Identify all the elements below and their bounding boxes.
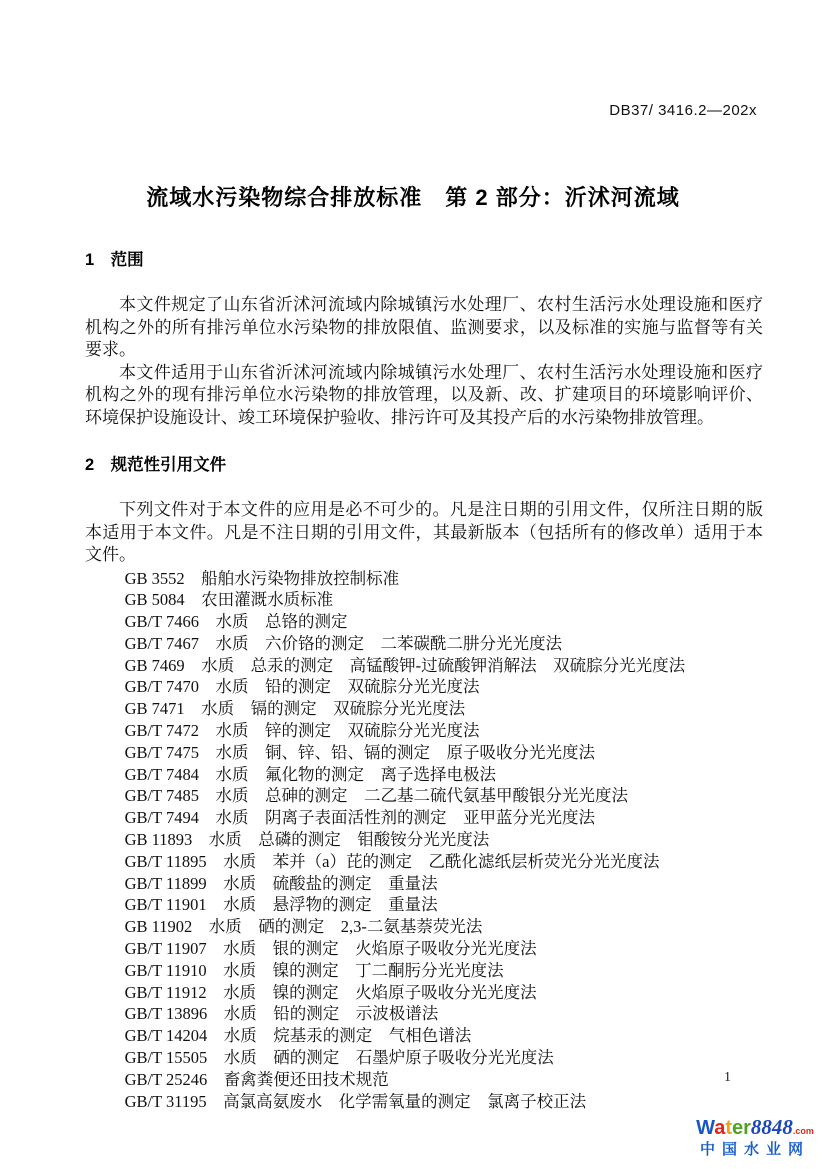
reference-item: GB 11893 水质 总磷的测定 钼酸铵分光光度法: [124, 830, 490, 850]
section-heading-references: 2 规范性引用文件: [85, 456, 227, 474]
reference-item: GB 7471 水质 镉的测定 双硫腙分光光度法: [124, 699, 466, 719]
reference-item: GB/T 11895 水质 苯并（a）芘的测定 乙酰化滤纸层析荧光分光光度法: [124, 851, 660, 871]
water8848-watermark-logo: [690, 1117, 820, 1157]
reference-item: GB/T 7467 水质 六价铬的测定 二苯碳酰二肼分光光度法: [124, 633, 563, 653]
reference-item: GB/T 14204 水质 烷基汞的测定 气相色谱法: [124, 1026, 472, 1046]
logo-letter: r: [743, 1117, 751, 1139]
reference-item: GB/T 7470 水质 铅的测定 双硫腙分光光度法: [124, 677, 480, 697]
logo-letter: W: [696, 1117, 715, 1139]
logo-letter: a: [714, 1117, 726, 1139]
reference-item: GB 5084 农田灌溉水质标准: [124, 590, 334, 610]
reference-item: GB/T 7485 水质 总砷的测定 二乙基二硫代氨基甲酸银分光光度法: [124, 786, 629, 806]
scope-paragraph: 本文件规定了山东省沂沭河流域内除城镇污水处理厂、农村生活污水处理设施和医疗机构之外的所有排污单位水污染物的排放限值、监测要求，以及标准的实施与监督等有关要求。: [85, 295, 763, 359]
document-title: 流域水污染物综合排放标准 第 2 部分：沂沭河流域: [146, 185, 680, 210]
logo-letter: t: [725, 1117, 732, 1139]
reference-item: GB/T 7484 水质 氟化物的测定 离子选择电极法: [124, 764, 497, 784]
reference-item: GB/T 11901 水质 悬浮物的测定 重量法: [124, 895, 438, 915]
reference-item: GB/T 7472 水质 锌的测定 双硫腙分光光度法: [124, 721, 480, 741]
reference-item: GB 11902 水质 硒的测定 2,3-二氨基萘荧光法: [124, 917, 483, 937]
reference-item: GB/T 25246 畜禽粪便还田技术规范: [124, 1069, 389, 1089]
logo-site-name: 中国水业网: [699, 1141, 810, 1158]
scope-paragraph: 本文件适用于山东省沂沭河流域内除城镇污水处理厂、农村生活污水处理设施和医疗机构之外的现有排污单位水污染物的排放管理，以及新、改、扩建项目的环境影响评价、环境保护设施设计、竣工环境保护验收、排污许可及其投产后的水污染物排放管理。: [85, 362, 763, 427]
references-intro: 下列文件对于本文件的应用是必不可少的。凡是注日期的引用文件，仅所注日期的版本适用于本文件。凡是不注日期的引用文件，其最新版本（包括所有的修改单）适用于本文件。: [85, 500, 763, 564]
standard-code-header: DB37/ 3416.2—202x: [609, 102, 757, 119]
reference-item: GB/T 31195 高氯高氨废水 化学需氧量的测定 氯离子校正法: [124, 1091, 587, 1111]
reference-item: GB/T 13896 水质 铅的测定 示波极谱法: [124, 1004, 439, 1024]
logo-letter: e: [732, 1117, 744, 1139]
reference-item: GB/T 7494 水质 阴离子表面活性剂的测定 亚甲蓝分光光度法: [124, 808, 596, 828]
reference-item: GB 3552 船舶水污染物排放控制标准: [124, 568, 400, 588]
reference-item: GB/T 15505 水质 硒的测定 石墨炉原子吸收分光光度法: [124, 1048, 554, 1068]
reference-item: GB/T 7466 水质 总铬的测定: [124, 612, 348, 632]
reference-item: GB/T 11899 水质 硫酸盐的测定 重量法: [124, 873, 438, 893]
logo-tld: .com: [792, 1126, 814, 1136]
reference-item: GB/T 11910 水质 镍的测定 丁二酮肟分光光度法: [124, 960, 504, 980]
logo-number: 8848: [750, 1115, 793, 1139]
logo-wordmark: [690, 1117, 820, 1138]
reference-item: GB/T 11912 水质 镍的测定 火焰原子吸收分光光度法: [124, 982, 537, 1002]
reference-item: GB 7469 水质 总汞的测定 高锰酸钾-过硫酸钾消解法 双硫腙分光光度法: [124, 655, 686, 675]
reference-item: GB/T 7475 水质 铜、锌、铅、镉的测定 原子吸收分光光度法: [124, 742, 596, 762]
page-number: 1: [724, 1070, 731, 1085]
section-heading-scope: 1 范围: [85, 251, 144, 269]
document-body: [85, 246, 763, 1112]
reference-item: GB/T 11907 水质 银的测定 火焰原子吸收分光光度法: [124, 939, 537, 959]
